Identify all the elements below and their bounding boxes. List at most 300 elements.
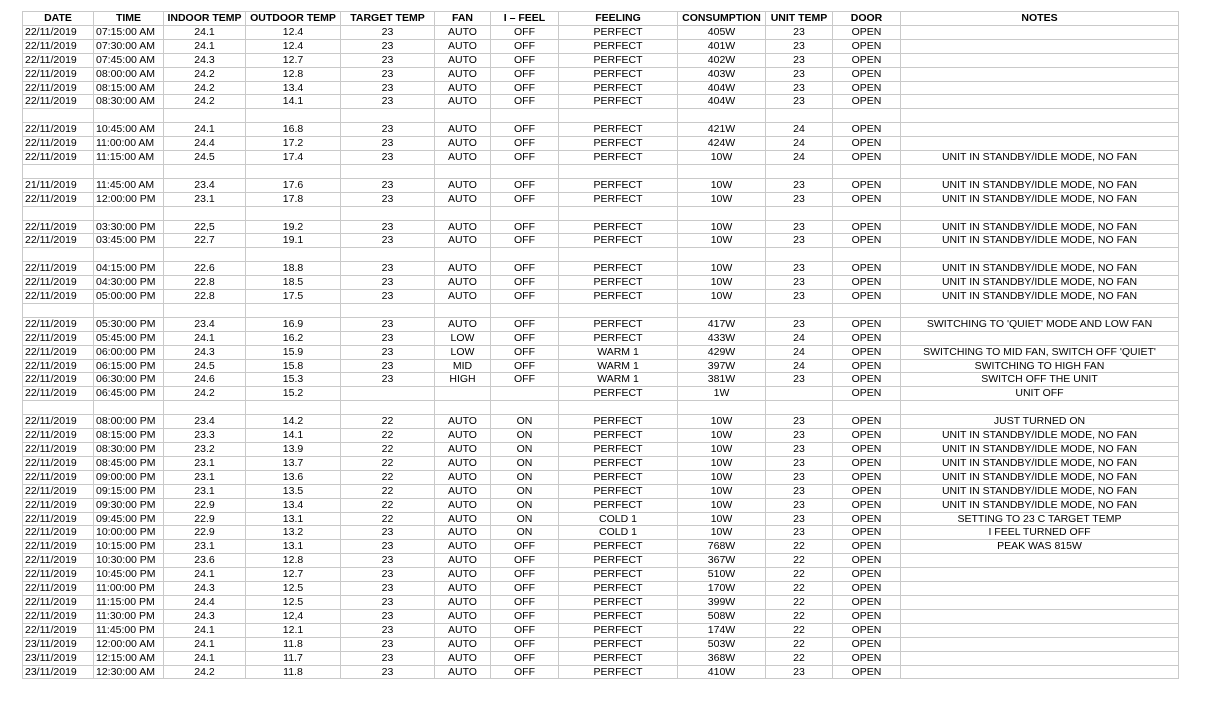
cell-fan bbox=[435, 109, 491, 123]
cell-date: 22/11/2019 bbox=[23, 123, 94, 137]
cell-consumption: 10W bbox=[678, 276, 766, 290]
cell-target-temp: 23 bbox=[341, 582, 435, 596]
cell-i-feel: OFF bbox=[491, 595, 559, 609]
cell-unit-temp: 23 bbox=[766, 415, 833, 429]
table-row bbox=[23, 317, 1179, 331]
cell-target-temp: 22 bbox=[341, 456, 435, 470]
cell-date bbox=[23, 401, 94, 415]
header-outdoor-temp: OUTDOOR TEMP bbox=[246, 12, 341, 26]
cell-unit-temp: 23 bbox=[766, 498, 833, 512]
cell-target-temp: 22 bbox=[341, 498, 435, 512]
cell-fan bbox=[435, 248, 491, 262]
cell-notes: UNIT IN STANDBY/IDLE MODE, NO FAN bbox=[901, 484, 1179, 498]
cell-door: OPEN bbox=[833, 540, 901, 554]
cell-date bbox=[23, 303, 94, 317]
cell-unit-temp: 23 bbox=[766, 234, 833, 248]
cell-date: 22/11/2019 bbox=[23, 151, 94, 165]
cell-unit-temp: 24 bbox=[766, 123, 833, 137]
cell-target-temp: 23 bbox=[341, 651, 435, 665]
cell-time: 07:30:00 AM bbox=[94, 39, 164, 53]
cell-consumption bbox=[678, 303, 766, 317]
cell-fan: AUTO bbox=[435, 582, 491, 596]
cell-consumption: 10W bbox=[678, 429, 766, 443]
cell-date: 22/11/2019 bbox=[23, 192, 94, 206]
cell-unit-temp: 24 bbox=[766, 137, 833, 151]
cell-time: 10:45:00 PM bbox=[94, 568, 164, 582]
header-consumption: CONSUMPTION bbox=[678, 12, 766, 26]
cell-indoor-temp: 23.1 bbox=[164, 540, 246, 554]
cell-time: 11:30:00 PM bbox=[94, 609, 164, 623]
cell-fan bbox=[435, 164, 491, 178]
cell-date: 22/11/2019 bbox=[23, 540, 94, 554]
header-i-feel: I – FEEL bbox=[491, 12, 559, 26]
table-row bbox=[23, 109, 1179, 123]
cell-door: OPEN bbox=[833, 276, 901, 290]
cell-indoor-temp: 23.4 bbox=[164, 415, 246, 429]
cell-date: 22/11/2019 bbox=[23, 67, 94, 81]
cell-i-feel: OFF bbox=[491, 95, 559, 109]
cell-date: 22/11/2019 bbox=[23, 498, 94, 512]
header-row bbox=[23, 12, 1179, 26]
cell-door: OPEN bbox=[833, 568, 901, 582]
cell-notes: PEAK WAS 815W bbox=[901, 540, 1179, 554]
cell-unit-temp: 24 bbox=[766, 331, 833, 345]
cell-fan: AUTO bbox=[435, 178, 491, 192]
cell-fan: AUTO bbox=[435, 568, 491, 582]
cell-feeling: PERFECT bbox=[559, 151, 678, 165]
cell-i-feel bbox=[491, 303, 559, 317]
cell-indoor-temp: 24.5 bbox=[164, 359, 246, 373]
cell-target-temp: 23 bbox=[341, 359, 435, 373]
cell-fan: AUTO bbox=[435, 220, 491, 234]
cell-unit-temp: 23 bbox=[766, 512, 833, 526]
cell-notes: UNIT IN STANDBY/IDLE MODE, NO FAN bbox=[901, 290, 1179, 304]
cell-consumption bbox=[678, 206, 766, 220]
table-row bbox=[23, 359, 1179, 373]
cell-date: 22/11/2019 bbox=[23, 595, 94, 609]
cell-indoor-temp: 23.3 bbox=[164, 429, 246, 443]
cell-indoor-temp bbox=[164, 303, 246, 317]
cell-consumption: 402W bbox=[678, 53, 766, 67]
cell-unit-temp: 22 bbox=[766, 637, 833, 651]
cell-door: OPEN bbox=[833, 359, 901, 373]
table-row bbox=[23, 595, 1179, 609]
cell-indoor-temp: 24.4 bbox=[164, 595, 246, 609]
cell-feeling: PERFECT bbox=[559, 498, 678, 512]
cell-feeling: PERFECT bbox=[559, 415, 678, 429]
cell-feeling: PERFECT bbox=[559, 470, 678, 484]
cell-i-feel: OFF bbox=[491, 262, 559, 276]
cell-time: 08:00:00 PM bbox=[94, 415, 164, 429]
cell-fan bbox=[435, 401, 491, 415]
cell-consumption: 768W bbox=[678, 540, 766, 554]
table-row bbox=[23, 25, 1179, 39]
cell-time: 08:45:00 PM bbox=[94, 456, 164, 470]
table-row bbox=[23, 609, 1179, 623]
cell-i-feel: ON bbox=[491, 512, 559, 526]
cell-door: OPEN bbox=[833, 387, 901, 401]
cell-time: 11:15:00 AM bbox=[94, 151, 164, 165]
cell-i-feel bbox=[491, 206, 559, 220]
cell-feeling: PERFECT bbox=[559, 484, 678, 498]
cell-consumption: 10W bbox=[678, 443, 766, 457]
cell-door: OPEN bbox=[833, 262, 901, 276]
cell-notes: UNIT IN STANDBY/IDLE MODE, NO FAN bbox=[901, 178, 1179, 192]
cell-fan: AUTO bbox=[435, 53, 491, 67]
cell-date: 22/11/2019 bbox=[23, 81, 94, 95]
cell-time: 11:45:00 AM bbox=[94, 178, 164, 192]
cell-consumption: 10W bbox=[678, 262, 766, 276]
cell-unit-temp: 22 bbox=[766, 540, 833, 554]
cell-consumption: 10W bbox=[678, 484, 766, 498]
cell-unit-temp: 22 bbox=[766, 623, 833, 637]
cell-notes bbox=[901, 623, 1179, 637]
table-row bbox=[23, 540, 1179, 554]
cell-fan: AUTO bbox=[435, 67, 491, 81]
cell-notes: SWITCHING TO HIGH FAN bbox=[901, 359, 1179, 373]
cell-notes: SWITCHING TO 'QUIET' MODE AND LOW FAN bbox=[901, 317, 1179, 331]
cell-consumption: 503W bbox=[678, 637, 766, 651]
cell-notes: UNIT IN STANDBY/IDLE MODE, NO FAN bbox=[901, 443, 1179, 457]
header-time: TIME bbox=[94, 12, 164, 26]
cell-outdoor-temp: 11.7 bbox=[246, 651, 341, 665]
cell-feeling bbox=[559, 109, 678, 123]
cell-door: OPEN bbox=[833, 192, 901, 206]
header-date: DATE bbox=[23, 12, 94, 26]
cell-feeling: PERFECT bbox=[559, 609, 678, 623]
cell-indoor-temp: 23.1 bbox=[164, 484, 246, 498]
cell-feeling: PERFECT bbox=[559, 81, 678, 95]
cell-target-temp: 23 bbox=[341, 526, 435, 540]
cell-outdoor-temp: 12.7 bbox=[246, 568, 341, 582]
cell-unit-temp: 23 bbox=[766, 53, 833, 67]
cell-feeling: PERFECT bbox=[559, 456, 678, 470]
cell-target-temp bbox=[341, 109, 435, 123]
table-row bbox=[23, 67, 1179, 81]
cell-date: 22/11/2019 bbox=[23, 234, 94, 248]
cell-time bbox=[94, 109, 164, 123]
cell-target-temp: 23 bbox=[341, 25, 435, 39]
cell-target-temp: 23 bbox=[341, 234, 435, 248]
cell-target-temp: 23 bbox=[341, 67, 435, 81]
cell-fan: MID bbox=[435, 359, 491, 373]
cell-consumption: 367W bbox=[678, 554, 766, 568]
cell-i-feel: OFF bbox=[491, 331, 559, 345]
cell-indoor-temp: 24.1 bbox=[164, 123, 246, 137]
cell-door: OPEN bbox=[833, 373, 901, 387]
cell-unit-temp bbox=[766, 206, 833, 220]
cell-target-temp: 23 bbox=[341, 53, 435, 67]
cell-i-feel bbox=[491, 164, 559, 178]
cell-consumption: 381W bbox=[678, 373, 766, 387]
cell-time: 11:45:00 PM bbox=[94, 623, 164, 637]
cell-feeling: PERFECT bbox=[559, 568, 678, 582]
cell-feeling: PERFECT bbox=[559, 53, 678, 67]
cell-time: 03:30:00 PM bbox=[94, 220, 164, 234]
cell-target-temp bbox=[341, 206, 435, 220]
cell-outdoor-temp: 13.4 bbox=[246, 498, 341, 512]
cell-notes bbox=[901, 303, 1179, 317]
cell-indoor-temp: 24.1 bbox=[164, 623, 246, 637]
cell-time: 06:15:00 PM bbox=[94, 359, 164, 373]
cell-unit-temp: 23 bbox=[766, 95, 833, 109]
cell-target-temp: 23 bbox=[341, 123, 435, 137]
cell-indoor-temp: 24.1 bbox=[164, 331, 246, 345]
cell-indoor-temp: 24.3 bbox=[164, 53, 246, 67]
cell-time bbox=[94, 401, 164, 415]
cell-unit-temp: 23 bbox=[766, 81, 833, 95]
cell-target-temp: 23 bbox=[341, 81, 435, 95]
cell-outdoor-temp: 12.5 bbox=[246, 582, 341, 596]
cell-fan: AUTO bbox=[435, 151, 491, 165]
cell-notes: UNIT IN STANDBY/IDLE MODE, NO FAN bbox=[901, 429, 1179, 443]
cell-unit-temp: 23 bbox=[766, 276, 833, 290]
header-notes: NOTES bbox=[901, 12, 1179, 26]
cell-fan bbox=[435, 206, 491, 220]
table-row bbox=[23, 303, 1179, 317]
cell-feeling: PERFECT bbox=[559, 331, 678, 345]
cell-indoor-temp: 23.1 bbox=[164, 192, 246, 206]
cell-door: OPEN bbox=[833, 234, 901, 248]
cell-target-temp bbox=[341, 164, 435, 178]
cell-target-temp: 23 bbox=[341, 220, 435, 234]
cell-indoor-temp: 24.1 bbox=[164, 568, 246, 582]
cell-target-temp: 23 bbox=[341, 595, 435, 609]
cell-consumption bbox=[678, 164, 766, 178]
cell-door: OPEN bbox=[833, 331, 901, 345]
cell-target-temp: 22 bbox=[341, 470, 435, 484]
cell-date: 22/11/2019 bbox=[23, 95, 94, 109]
cell-feeling: PERFECT bbox=[559, 25, 678, 39]
cell-indoor-temp: 23.4 bbox=[164, 317, 246, 331]
table-row bbox=[23, 401, 1179, 415]
cell-target-temp: 22 bbox=[341, 415, 435, 429]
cell-outdoor-temp: 13.1 bbox=[246, 540, 341, 554]
cell-i-feel: ON bbox=[491, 498, 559, 512]
cell-outdoor-temp: 14.2 bbox=[246, 415, 341, 429]
cell-door: OPEN bbox=[833, 25, 901, 39]
cell-consumption: 10W bbox=[678, 151, 766, 165]
table-row bbox=[23, 637, 1179, 651]
cell-date bbox=[23, 164, 94, 178]
cell-indoor-temp: 22.9 bbox=[164, 526, 246, 540]
cell-consumption: 401W bbox=[678, 39, 766, 53]
cell-notes bbox=[901, 568, 1179, 582]
cell-consumption: 10W bbox=[678, 526, 766, 540]
cell-indoor-temp: 23.1 bbox=[164, 470, 246, 484]
cell-date bbox=[23, 248, 94, 262]
cell-outdoor-temp: 12.8 bbox=[246, 67, 341, 81]
cell-door bbox=[833, 206, 901, 220]
cell-door: OPEN bbox=[833, 582, 901, 596]
cell-fan: AUTO bbox=[435, 262, 491, 276]
cell-time: 08:15:00 AM bbox=[94, 81, 164, 95]
cell-unit-temp: 23 bbox=[766, 429, 833, 443]
cell-time bbox=[94, 303, 164, 317]
cell-consumption: 10W bbox=[678, 512, 766, 526]
cell-outdoor-temp: 17.2 bbox=[246, 137, 341, 151]
cell-fan: LOW bbox=[435, 345, 491, 359]
header-unit-temp: UNIT TEMP bbox=[766, 12, 833, 26]
cell-door: OPEN bbox=[833, 443, 901, 457]
cell-target-temp: 23 bbox=[341, 554, 435, 568]
cell-target-temp: 23 bbox=[341, 373, 435, 387]
cell-consumption bbox=[678, 401, 766, 415]
cell-time: 03:45:00 PM bbox=[94, 234, 164, 248]
cell-feeling bbox=[559, 206, 678, 220]
table-row bbox=[23, 345, 1179, 359]
cell-fan: AUTO bbox=[435, 95, 491, 109]
cell-i-feel bbox=[491, 387, 559, 401]
cell-time: 10:30:00 PM bbox=[94, 554, 164, 568]
cell-i-feel: ON bbox=[491, 484, 559, 498]
cell-outdoor-temp: 13.5 bbox=[246, 484, 341, 498]
table-row bbox=[23, 192, 1179, 206]
table-row bbox=[23, 443, 1179, 457]
cell-outdoor-temp: 15.3 bbox=[246, 373, 341, 387]
cell-consumption: 397W bbox=[678, 359, 766, 373]
cell-i-feel: OFF bbox=[491, 234, 559, 248]
cell-unit-temp: 23 bbox=[766, 178, 833, 192]
cell-feeling bbox=[559, 248, 678, 262]
cell-feeling: PERFECT bbox=[559, 651, 678, 665]
cell-fan: AUTO bbox=[435, 25, 491, 39]
cell-consumption: 10W bbox=[678, 498, 766, 512]
cell-door: OPEN bbox=[833, 456, 901, 470]
cell-outdoor-temp: 16.2 bbox=[246, 331, 341, 345]
cell-indoor-temp: 23.4 bbox=[164, 178, 246, 192]
cell-door: OPEN bbox=[833, 651, 901, 665]
cell-date: 22/11/2019 bbox=[23, 443, 94, 457]
header-fan: FAN bbox=[435, 12, 491, 26]
cell-indoor-temp: 24.3 bbox=[164, 582, 246, 596]
cell-fan: AUTO bbox=[435, 526, 491, 540]
header-indoor-temp: INDOOR TEMP bbox=[164, 12, 246, 26]
cell-notes bbox=[901, 67, 1179, 81]
cell-consumption: 405W bbox=[678, 25, 766, 39]
cell-date: 22/11/2019 bbox=[23, 25, 94, 39]
cell-outdoor-temp bbox=[246, 109, 341, 123]
cell-unit-temp: 23 bbox=[766, 317, 833, 331]
cell-target-temp: 23 bbox=[341, 540, 435, 554]
log-table bbox=[22, 11, 1179, 679]
cell-door: OPEN bbox=[833, 95, 901, 109]
cell-date: 22/11/2019 bbox=[23, 53, 94, 67]
table-row bbox=[23, 470, 1179, 484]
cell-outdoor-temp: 16.8 bbox=[246, 123, 341, 137]
cell-i-feel: ON bbox=[491, 470, 559, 484]
cell-unit-temp: 23 bbox=[766, 67, 833, 81]
cell-time bbox=[94, 206, 164, 220]
spreadsheet bbox=[22, 11, 1179, 679]
cell-consumption: 410W bbox=[678, 665, 766, 679]
cell-indoor-temp: 24.5 bbox=[164, 151, 246, 165]
cell-i-feel: ON bbox=[491, 456, 559, 470]
cell-outdoor-temp: 18.8 bbox=[246, 262, 341, 276]
cell-outdoor-temp: 12.1 bbox=[246, 623, 341, 637]
cell-feeling: PERFECT bbox=[559, 234, 678, 248]
cell-unit-temp: 23 bbox=[766, 220, 833, 234]
cell-feeling: PERFECT bbox=[559, 637, 678, 651]
cell-consumption: 10W bbox=[678, 192, 766, 206]
cell-feeling: COLD 1 bbox=[559, 512, 678, 526]
table-body bbox=[23, 25, 1179, 679]
cell-fan: AUTO bbox=[435, 39, 491, 53]
cell-door: OPEN bbox=[833, 415, 901, 429]
table-row bbox=[23, 554, 1179, 568]
cell-feeling: WARM 1 bbox=[559, 359, 678, 373]
cell-i-feel bbox=[491, 401, 559, 415]
table-row bbox=[23, 220, 1179, 234]
cell-i-feel: OFF bbox=[491, 373, 559, 387]
table-row bbox=[23, 276, 1179, 290]
cell-date: 22/11/2019 bbox=[23, 387, 94, 401]
cell-door bbox=[833, 303, 901, 317]
cell-date: 22/11/2019 bbox=[23, 317, 94, 331]
cell-fan: HIGH bbox=[435, 373, 491, 387]
cell-fan: AUTO bbox=[435, 498, 491, 512]
cell-time: 09:00:00 PM bbox=[94, 470, 164, 484]
cell-i-feel: OFF bbox=[491, 359, 559, 373]
cell-feeling: COLD 1 bbox=[559, 526, 678, 540]
cell-indoor-temp: 24.3 bbox=[164, 345, 246, 359]
cell-fan: AUTO bbox=[435, 415, 491, 429]
table-row bbox=[23, 137, 1179, 151]
cell-date: 23/11/2019 bbox=[23, 637, 94, 651]
cell-outdoor-temp: 17.8 bbox=[246, 192, 341, 206]
cell-door: OPEN bbox=[833, 554, 901, 568]
cell-feeling: PERFECT bbox=[559, 95, 678, 109]
cell-date bbox=[23, 206, 94, 220]
cell-indoor-temp bbox=[164, 164, 246, 178]
cell-notes: I FEEL TURNED OFF bbox=[901, 526, 1179, 540]
cell-time: 04:15:00 PM bbox=[94, 262, 164, 276]
cell-feeling: PERFECT bbox=[559, 220, 678, 234]
cell-notes bbox=[901, 554, 1179, 568]
table-row bbox=[23, 429, 1179, 443]
cell-i-feel: OFF bbox=[491, 123, 559, 137]
table-row bbox=[23, 373, 1179, 387]
cell-door: OPEN bbox=[833, 470, 901, 484]
cell-date: 22/11/2019 bbox=[23, 582, 94, 596]
cell-unit-temp: 23 bbox=[766, 25, 833, 39]
cell-door: OPEN bbox=[833, 178, 901, 192]
cell-time: 05:00:00 PM bbox=[94, 290, 164, 304]
cell-feeling: PERFECT bbox=[559, 387, 678, 401]
cell-i-feel: OFF bbox=[491, 623, 559, 637]
cell-outdoor-temp: 17.4 bbox=[246, 151, 341, 165]
cell-outdoor-temp: 17.6 bbox=[246, 178, 341, 192]
cell-door: OPEN bbox=[833, 637, 901, 651]
cell-unit-temp: 23 bbox=[766, 665, 833, 679]
cell-door: OPEN bbox=[833, 151, 901, 165]
cell-feeling: PERFECT bbox=[559, 317, 678, 331]
cell-fan bbox=[435, 387, 491, 401]
cell-fan: AUTO bbox=[435, 609, 491, 623]
cell-notes: SWITCH OFF THE UNIT bbox=[901, 373, 1179, 387]
cell-time: 10:45:00 AM bbox=[94, 123, 164, 137]
table-row bbox=[23, 456, 1179, 470]
cell-time: 09:45:00 PM bbox=[94, 512, 164, 526]
cell-time: 05:30:00 PM bbox=[94, 317, 164, 331]
cell-date: 22/11/2019 bbox=[23, 456, 94, 470]
cell-indoor-temp: 23.1 bbox=[164, 456, 246, 470]
cell-unit-temp: 23 bbox=[766, 290, 833, 304]
cell-feeling: PERFECT bbox=[559, 262, 678, 276]
cell-consumption: 10W bbox=[678, 415, 766, 429]
cell-fan: AUTO bbox=[435, 443, 491, 457]
cell-target-temp: 23 bbox=[341, 290, 435, 304]
